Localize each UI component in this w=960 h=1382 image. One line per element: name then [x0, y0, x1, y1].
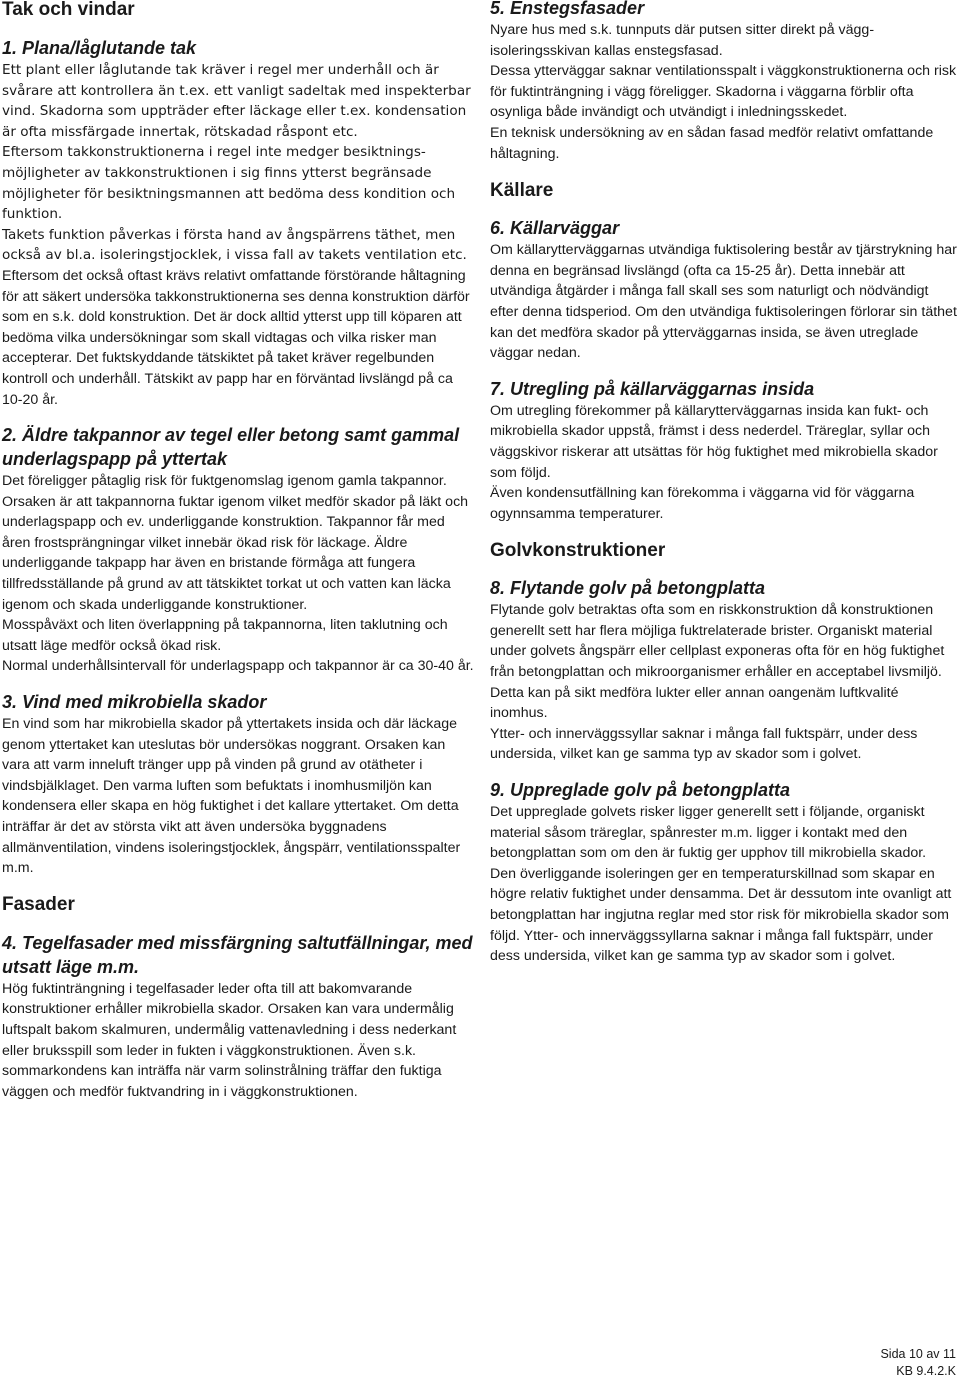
paragraph-tegelfasader-1: Hög fuktinträngning i tegelfasader leder ofta till att bakomvarande konstruktioner erhåller mikrobiella skador. Orsaken kan vara undermålig luftspalt bakom skalmuren, undermålig vattenavledning i dess nederkant eller bruksspill som leder in fukten i väggkonstruktionen. Även s.k. sommarkondens kan inträffa när varm solinstrålning träffar den fuktiga väggen och medför fuktvandring in i väggkonstruktionen.: [2, 980, 457, 1100]
paragraph-plana-tak-2: Eftersom takkonstruktionerna i regel inte medger besiktningsmöjligheter av takkonstruktionen i sig finns ytterst begränsade möjligheter för besiktningsmannen att bedöma dess kondition och funktion.: [2, 144, 456, 223]
title-golvkonstruktioner: Golvkonstruktioner: [490, 540, 666, 562]
paragraph-flytande-golv-2: Ytter- och innerväggssyllar saknar i många fall fuktspärr, under dess undersida, vilket kan ge samma typ av skador som i golvet.: [490, 725, 918, 763]
paragraph-uppreglade-golv-2: Den överliggande isoleringen ger en temperaturskillnad som skapar en högre relativ fuktighet under densamma. Det är dessutom inte ovanligt att betongplattan har ingjutna reglar med stor risk för mikrobiella skador som följd. Ytter- och innerväggssyllarna saknar i många fall fuktspärr, under dess undersida, vilket kan ge samma typ av skador som i golvet.: [490, 865, 952, 965]
right-column: [490, 0, 958, 967]
paragraph-plana-tak-1: Ett plant eller låglutande tak kräver i regel mer underhåll och är svårare att kontrollera än t.ex. ett vanligt sadeltak med inspekterbar vind. Skadorna som uppträder efter läckage eller t.ex. kondensation är ofta missfärgade innertak, rötskadad råspont etc.: [2, 62, 471, 140]
heading-uppreglade-golv: 9. Uppreglade golv på betongplatta: [490, 780, 791, 801]
paragraph-takpannor-2: Mosspåväxt och liten överlappning på takpannorna, liten taklutning och utsatt läge medför också ökad risk.: [2, 617, 448, 654]
left-column: [2, 0, 474, 1102]
paragraph-uppreglade-golv-1: Det uppreglade golvets risker ligger generellt sett i följande, organiskt material såsom träreglar, spånrester m.m. ligger i kontakt med den betongplattan som om den är fuktig ger upphov till mikrobiella skador.: [490, 804, 927, 862]
title-tak-och-vindar: Tak och vindar: [2, 0, 135, 20]
paragraph-enstegsfasader-2: Dessa ytterväggar saknar ventilationsspalt i väggkonstruktionerna och risk för fuktinträngning i vägg föreligger. Skadorna i väggarna förblir ofta osynliga både invändigt och utvändigt i inledningsskedet.: [490, 63, 957, 121]
paragraph-flytande-golv-1: Flytande golv betraktas ofta som en riskkonstruktion då konstruktionen generellt sett har flera möjliga fuktrelaterade brister. Organiskt material under golvets ångspärr eller cellplast exponeras ofta för en hög fuktighet från betongplattan och mikroorganismer erhåller en acceptabel livsmiljö. Detta kan på sikt medföra lukter eller annan oangenäm luftkvalité inomhus.: [490, 602, 945, 722]
paragraph-takpannor-1: Det föreligger påtaglig risk för fuktgenomslag igenom gamla takpannor. Orsaken är att takpannorna fuktar igenom vilket medför skador på läkt och underlagspapp och ev. underliggande konstruktion. Takpannor får med åren frostsprängningar vilket innebär ökad risk för läckage. Äldre underliggande takpapp har även en bristande förmåga att fungera tillfredsställande på grund av att tätskiktet torkat ut och vatten kan läcka igenom och skada underliggande konstruktioner.: [2, 473, 469, 613]
paragraph-utregling-2: Även kondensutfällning kan förekomma i väggarna vid för väggarna ogynnsamma temperaturer.: [490, 485, 915, 522]
heading-vind-mikrobiella: 3. Vind med mikrobiella skador: [2, 692, 267, 713]
heading-plana-tak: 1. Plana/låglutande tak: [2, 38, 197, 58]
title-fasader: Fasader: [2, 893, 75, 915]
heading-aldre-takpannor: 2. Äldre takpannor av tegel eller betong samt gammal underlagspapp på yttertak: [2, 425, 460, 470]
title-kallare: Källare: [490, 180, 554, 202]
paragraph-enstegsfasader-1: Nyare hus med s.k. tunnputs där putsen sitter direkt på väggisoleringsskivan kallas enstegsfasad.: [490, 22, 875, 59]
paragraph-plana-tak-3: Takets funktion påverkas i första hand av ångspärrens täthet, men också av bl.a. isoleringstjocklek, i vissa fall av takets ventilation etc.: [2, 226, 467, 264]
paragraph-takpannor-3: Normal underhållsintervall för underlagspapp och takpannor är ca 30-40 år.: [2, 658, 474, 675]
paragraph-kallarvaggar-1: Om källarytterväggarnas utvändiga fuktisolering består av tjärstrykning har denna en begränsad livslängd (ofta ca 15-25 år). Detta innebär att utvändiga åtgärder i många fall skall ses som naturligt och nödvändigt efter denna tidsperiod. Om den utvändiga fuktisoleringen förlorar sin täthet kan det medföra skador på ytterväggarnas insida, se även utreglade väggar nedan.: [490, 242, 957, 362]
heading-flytande-golv: 8. Flytande golv på betongplatta: [490, 578, 766, 599]
paragraph-plana-tak-4: Eftersom det också oftast krävs relativt omfattande förstörande håltagning för att säkert undersöka takkonstruktionerna ses denna konstruktion därför som en s.k. dold konstruktion. Det är dock alltid ytterst upp till köparen att bedöma vilka undersökningar som skall vidtagas och vilka risker man accepterar. Det fuktskyddande tätskiktet på taket kräver regelbunden kontroll och underhåll. Tätskikt av papp har en förväntad livslängd på ca 10-20 år.: [2, 267, 470, 408]
heading-enstegsfasader: 5. Enstegsfasader: [490, 0, 645, 18]
paragraph-vind-1: En vind som har mikrobiella skador på yttertakets insida och där läckage genom yttertaket kan uteslutas bör undersökas noggrant. Orsaken kan vara att varm inneluft tränger upp på vinden på grund av otätheter i vindsbjälklaget. Den varma luften som befuktats i inomhusmiljön kan kondensera eller skapa en hög fuktighet i det kallare yttertaket. Om detta inträffar är det av största vikt att även undersöka byggnadens allmänventilation, vindens isoleringstjocklek, ångspärr, ventilationsspalter m.m.: [2, 716, 461, 877]
page-number: Sida 10 av 11: [880, 1347, 956, 1361]
page-footer: [880, 1346, 956, 1380]
heading-kallarvaggar: 6. Källarväggar: [490, 218, 620, 239]
document-code: KB 9.4.2.K: [896, 1364, 956, 1378]
heading-tegelfasader: 4. Tegelfasader med missfärgning saltutfällningar, med utsatt läge m.m.: [2, 932, 473, 977]
paragraph-enstegsfasader-3: En teknisk undersökning av en sådan fasad medför relativt omfattande håltagning.: [490, 124, 934, 162]
heading-utregling: 7. Utregling på källarväggarnas insida: [490, 378, 815, 399]
paragraph-utregling-1: Om utregling förekommer på källarytterväggarnas insida kan fukt- och mikrobiella skador uppstå, främst i dess nederdel. Träreglar, syllar och väggskivor riskerar att utsättas för hög fuktighet med mikrobiella skador som följd.: [490, 402, 938, 481]
